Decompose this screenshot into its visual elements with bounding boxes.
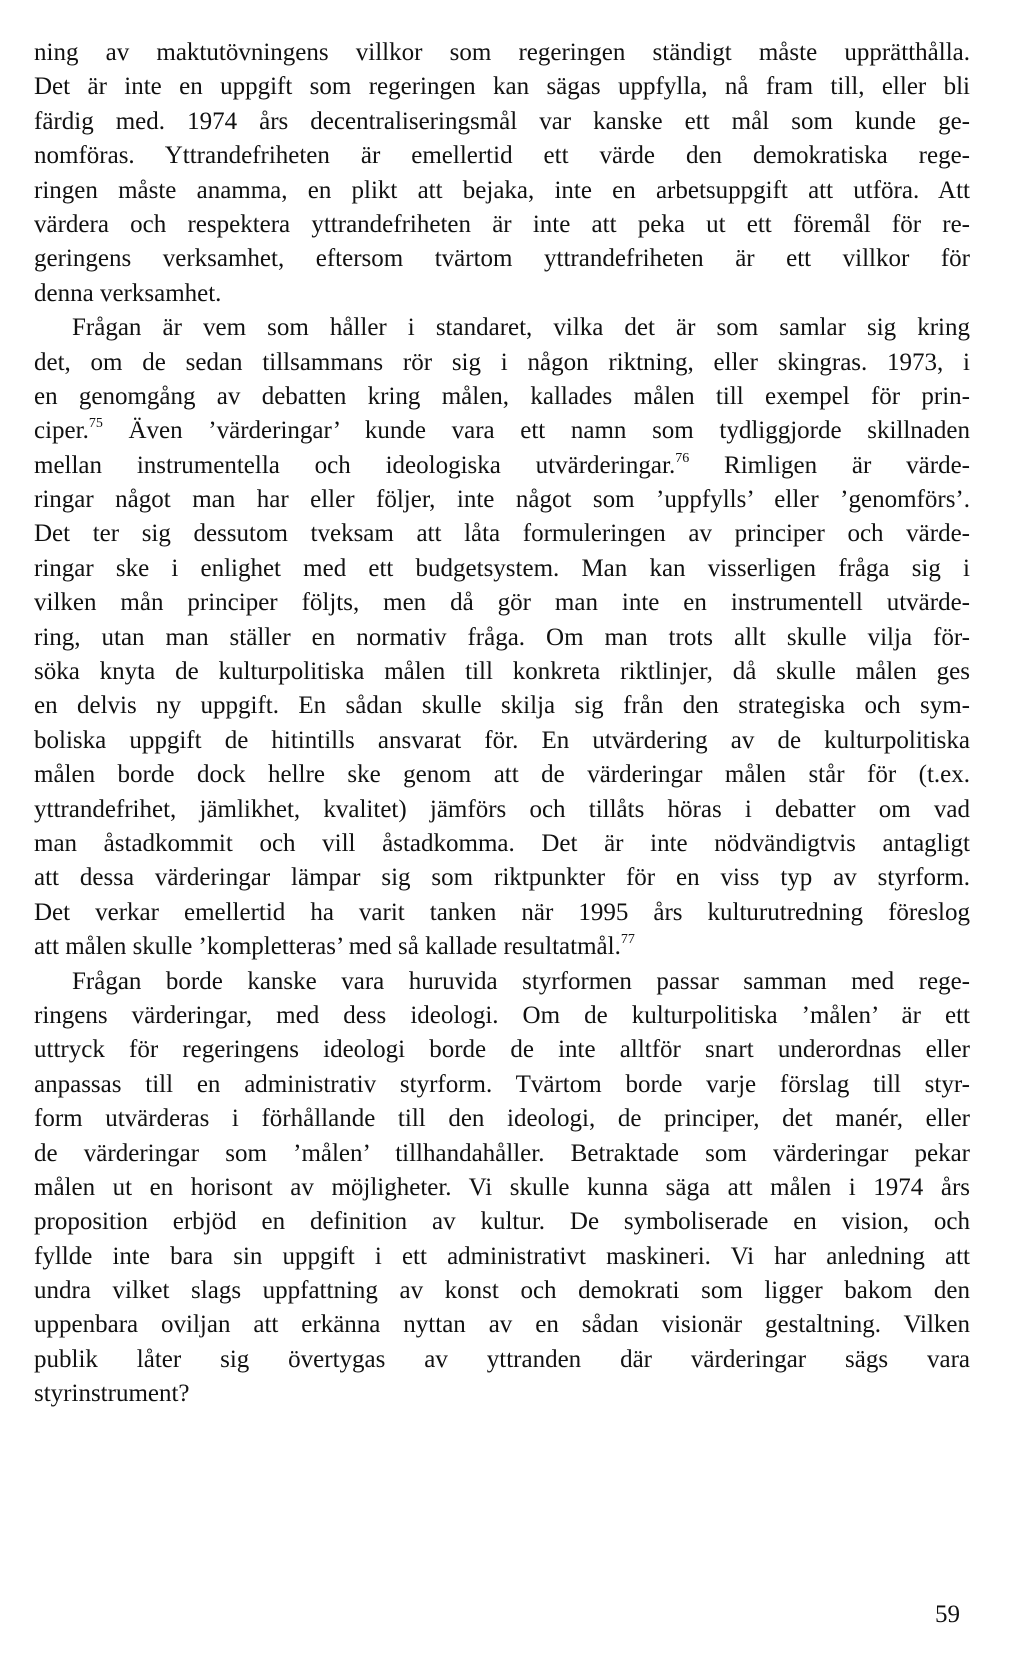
text-line: målen ut en horisont av möjligheter. Vi skulle kunna säga att målen i 1974 års bbox=[34, 1173, 970, 1201]
text-line: ringar ske i enlighet med ett budgetsystem. Man kan visserligen fråga sig i bbox=[34, 554, 970, 582]
text-line: att dessa värderingar lämpar sig som riktpunkter för en viss typ av styrform. bbox=[34, 864, 970, 892]
text-line: boliska uppgift de hitintills ansvarat för. En utvärdering av de kulturpolitiska bbox=[34, 726, 970, 754]
text-line: värdera och respektera yttrandefriheten är inte att peka ut ett föremål för re- bbox=[34, 210, 970, 238]
text-line: ringens värderingar, med dess ideologi. Om de kulturpolitiska ’målen’ är ett bbox=[34, 1001, 970, 1029]
text-line: geringens verksamhet, eftersom tvärtom yttrandefriheten är ett villkor för bbox=[34, 245, 970, 273]
text-line: yttrandefrihet, jämlikhet, kvalitet) jämförs och tillåts höras i debatter om vad bbox=[34, 795, 970, 823]
text-line: en genomgång av debatten kring målen, kallades målen till exempel för prin- bbox=[34, 382, 970, 410]
text-line-with-footnote bbox=[34, 414, 970, 448]
text-line-with-footnote bbox=[34, 930, 970, 964]
text-line: undra vilket slags uppfattning av konst och demokrati som ligger bakom den bbox=[34, 1277, 970, 1305]
text-line: målen borde dock hellre ske genom att de värderingar målen står för (t.ex. bbox=[34, 761, 970, 789]
footnote-marker[interactable]: 76 bbox=[675, 450, 690, 466]
text-line-with-footnote bbox=[34, 449, 970, 483]
text-line: styrinstrument? bbox=[34, 1380, 190, 1408]
text-line: publik låter sig övertygas av yttranden där värderingar sägs vara bbox=[34, 1345, 970, 1373]
text-line: Frågan borde kanske vara huruvida styrformen passar samman med rege- bbox=[72, 967, 970, 995]
text-line: Det är inte en uppgift som regeringen kan sägas uppfylla, nå fram till, eller bli bbox=[34, 73, 970, 101]
text-line: denna verksamhet. bbox=[34, 279, 222, 307]
text-line: form utvärderas i förhållande till den ideologi, de principer, det manér, eller bbox=[34, 1105, 970, 1133]
text-line: en delvis ny uppgift. En sådan skulle skilja sig från den strategiska och sym- bbox=[34, 692, 970, 720]
page-number: 59 bbox=[935, 1601, 960, 1628]
footnote-marker[interactable]: 75 bbox=[88, 416, 103, 432]
text-line: färdig med. 1974 års decentraliseringsmål var kanske ett mål som kunde ge- bbox=[34, 107, 970, 135]
text-line: ringar något man har eller följer, inte något som ’uppfylls’ eller ’genomförs’. bbox=[34, 486, 970, 514]
text-line: ringen måste anamma, en plikt att bejaka, inte en arbetsuppgift att utföra. Att bbox=[34, 176, 970, 204]
text-line: fyllde inte bara sin uppgift i ett administrativt maskineri. Vi har anledning att bbox=[34, 1242, 970, 1270]
text-line: Det ter sig dessutom tveksam att låta formuleringen av principer och värde- bbox=[34, 520, 970, 548]
text-segment: ciper. bbox=[34, 417, 89, 445]
text-segment: Även ’värderingar’ kunde vara ett namn som tydliggjorde skillnaden bbox=[102, 417, 970, 445]
text-line: ning av maktutövningens villkor som regeringen ständigt måste upprätthålla. bbox=[34, 39, 970, 66]
text-line: Det verkar emellertid ha varit tanken när 1995 års kulturutredning föreslog bbox=[34, 898, 970, 926]
text-line: ring, utan man ställer en normativ fråga. Om man trots allt skulle vilja för- bbox=[34, 623, 970, 651]
text-segment: att målen skulle ’kompletteras’ med så kallade resultatmål. bbox=[34, 933, 621, 961]
text-line: söka knyta de kulturpolitiska målen till konkreta riktlinjer, då skulle målen ges bbox=[34, 658, 970, 686]
text-segment: Rimligen är värde- bbox=[689, 451, 970, 479]
text-line: proposition erbjöd en definition av kultur. De symboliserade en vision, och bbox=[34, 1208, 970, 1236]
text-line: de värderingar som ’målen’ tillhandahåller. Betraktade som värderingar pekar bbox=[34, 1139, 970, 1167]
text-line: nomföras. Yttrandefriheten är emellertid ett värde den demokratiska rege- bbox=[34, 142, 970, 170]
text-line: vilken mån principer följts, men då gör man inte en instrumentell utvärde- bbox=[34, 589, 970, 617]
text-line: Frågan är vem som håller i standaret, vilka det är som samlar sig kring bbox=[72, 314, 970, 342]
text-line: anpassas till en administrativ styrform. Tvärtom borde varje förslag till styr- bbox=[34, 1070, 970, 1098]
text-segment: mellan instrumentella och ideologiska utvärderingar. bbox=[34, 451, 676, 479]
text-line: man åstadkommit och vill åstadkomma. Det är inte nödvändigtvis antagligt bbox=[34, 829, 970, 857]
footnote-marker[interactable]: 77 bbox=[620, 932, 635, 948]
body-text bbox=[34, 36, 970, 1412]
text-line: uppenbara oviljan att erkänna nyttan av en sådan visionär gestaltning. Vilken bbox=[34, 1311, 970, 1339]
text-line: uttryck för regeringens ideologi borde de inte alltför snart underordnas eller bbox=[34, 1036, 970, 1064]
text-line: det, om de sedan tillsammans rör sig i någon riktning, eller skingras. 1973, i bbox=[34, 348, 970, 376]
